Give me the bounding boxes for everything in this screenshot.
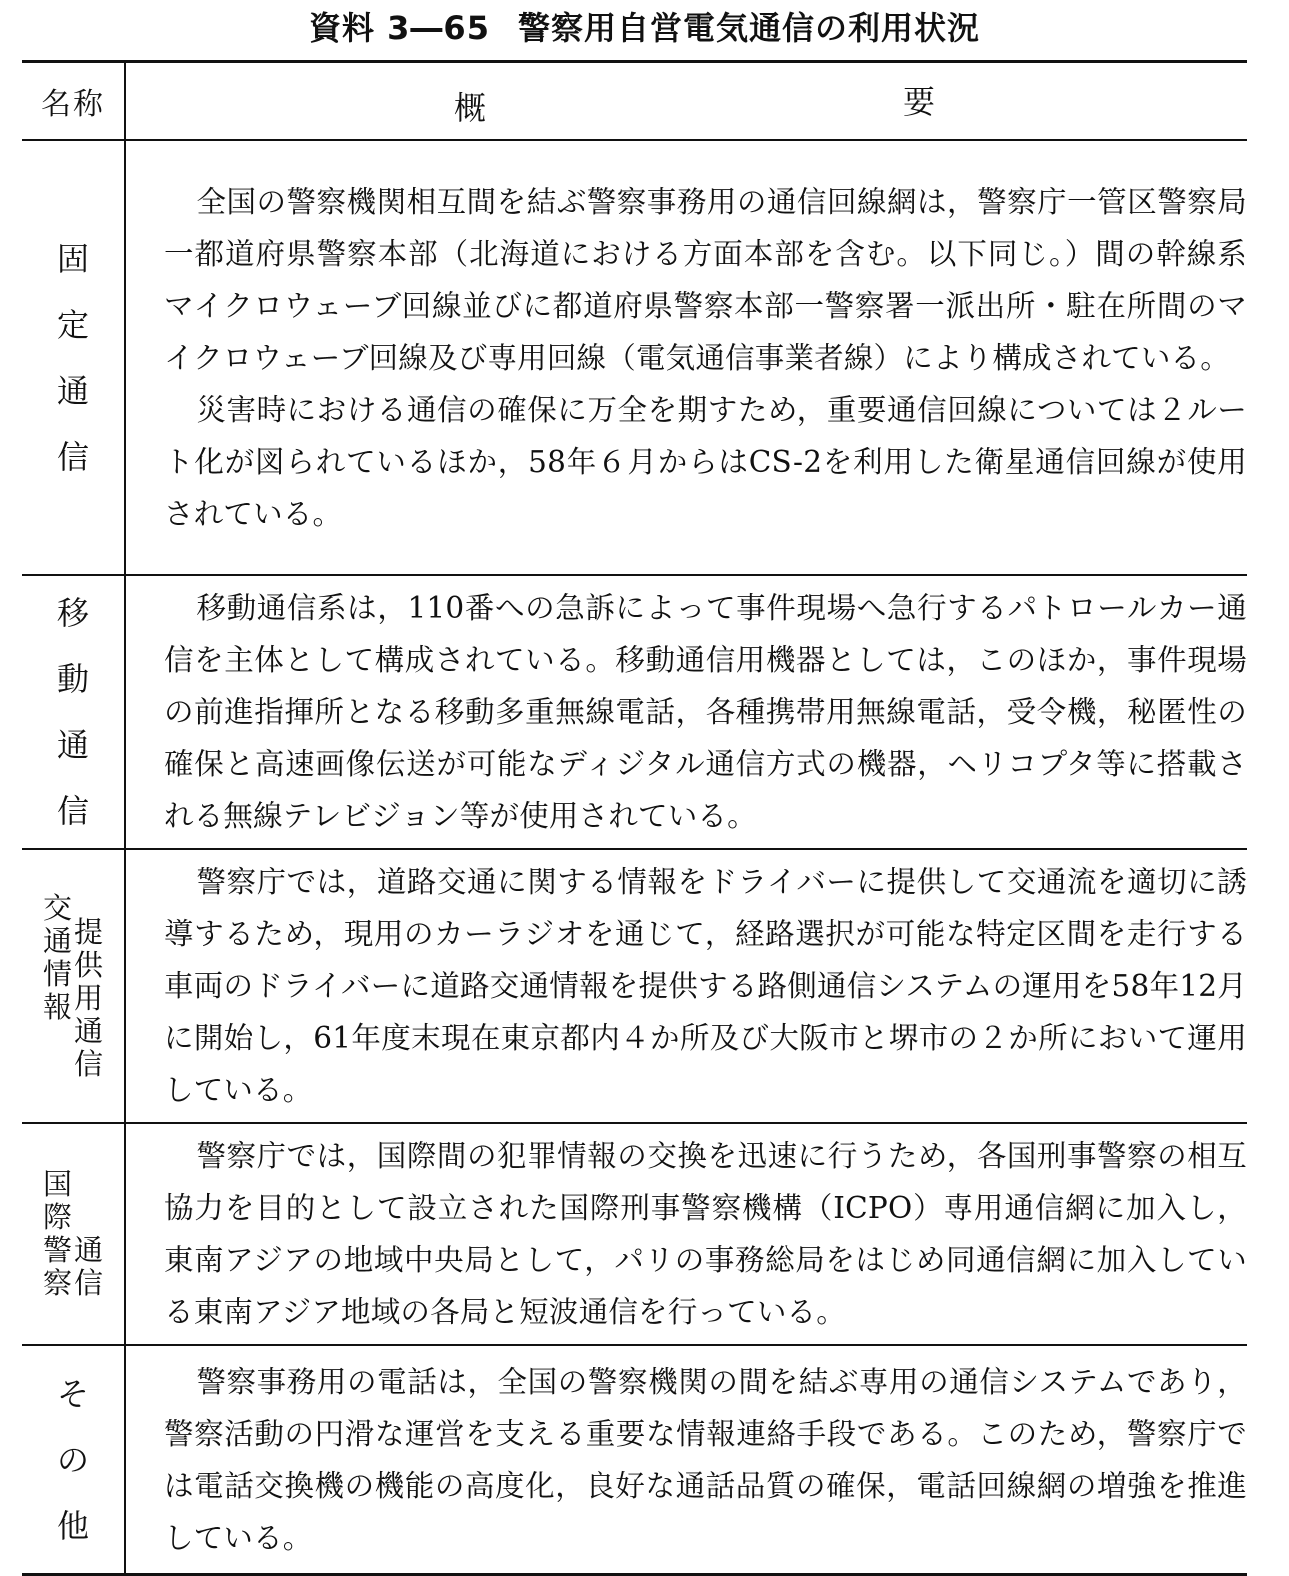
- name-char: 通: [42, 923, 72, 958]
- name-char: 他: [56, 1506, 89, 1545]
- name-char: 固: [56, 239, 89, 278]
- name-char: 察: [42, 1266, 72, 1300]
- name-char: 定: [56, 305, 89, 344]
- name-char: 情: [42, 956, 72, 991]
- name-char: 提: [74, 914, 104, 949]
- name-char: 通: [56, 726, 89, 764]
- name-char: 通: [74, 1233, 104, 1267]
- header-name: 名称: [41, 87, 105, 122]
- table-row: [22, 140, 1247, 575]
- header-desc-char-1: 概: [454, 89, 487, 127]
- name-char: 通: [56, 371, 89, 410]
- name-char: 通: [74, 1013, 104, 1048]
- name-char: 信: [56, 437, 89, 476]
- row-name-cell: [22, 849, 125, 1123]
- desc-paragraph: 移動通信系は，110番への急訴によって事件現場へ急行するパトロールカー通信を主体として構成されている。移動通信用機器としては，このほか，事件現場の前進指揮所となる移動多重無線電話，各種携帯用無線電話，受令機，秘匿性の確保と高速画像伝送が可能なディジタル通信方式の機器，ヘリコプタ等に搭載される無線テレビジョン等が使用されている。: [164, 591, 1247, 833]
- row-desc-cell: [125, 140, 1247, 575]
- name-char: 交: [42, 890, 72, 925]
- title-label: 資料 3―65: [309, 9, 490, 47]
- row-desc-cell: [125, 1123, 1247, 1345]
- desc-paragraph: 警察庁では，国際間の犯罪情報の交換を迅速に行うため，各国刑事警察の相互協力を目的として設立された国際刑事警察機構（ICPO）専用通信網に加入し，東南アジアの地域中央局として，パリの事務総局をはじめ同通信網に加入している東南アジア地域の各局と短波通信を行っている。: [164, 1139, 1247, 1329]
- name-char: の: [56, 1440, 89, 1479]
- row-name-traffic-info-comm: [22, 892, 124, 1081]
- name-char: 報: [42, 989, 72, 1024]
- title-text: 警察用自営電気通信の利用状況: [517, 9, 980, 47]
- name-char: 供: [74, 947, 104, 982]
- name-char: 際: [42, 1200, 72, 1234]
- table-row: [22, 1123, 1247, 1345]
- row-name-other: [57, 1361, 89, 1559]
- row-desc-cell: [125, 1345, 1247, 1575]
- name-char: 信: [74, 1266, 104, 1300]
- table-row: [22, 575, 1247, 849]
- table-row: [22, 1345, 1247, 1575]
- name-char: 国: [42, 1167, 72, 1201]
- desc-paragraph: 警察庁では，道路交通に関する情報をドライバーに提供して交通流を適切に誘導するため，現用のカーラジオを通じて，経路選択が可能な特定区間を走行する車両のドライバーに道路交通情報を提供する路側通信システムの運用を58年12月に開始し，61年度末現在東京都内４か所及び大阪市と堺市の２か所において運用している。: [164, 865, 1247, 1107]
- table-header-row: [22, 62, 1247, 141]
- header-desc-cell: [125, 62, 1247, 141]
- row-desc-cell: [125, 849, 1247, 1123]
- name-char: 移: [56, 594, 89, 632]
- table-row: [22, 849, 1247, 1123]
- row-desc-cell: [125, 575, 1247, 849]
- desc-paragraph: 災害時における通信の確保に万全を期すため，重要通信回線については２ルート化が図られているほか，58年６月からはCS-2を利用した衛星通信回線が使用されている。: [164, 392, 1247, 531]
- desc-paragraph: 警察事務用の電話は，全国の警察機関の間を結ぶ専用の通信システムであり，警察活動の円滑な運営を支える重要な情報連絡手段である。このため，警察庁では電話交換機の機能の高度化，良好な通話品質の確保，電話回線網の増強を推進している。: [164, 1364, 1247, 1555]
- row-name-fixed-comm: [57, 226, 89, 490]
- usage-table: [22, 60, 1247, 1576]
- row-name-intl-police-comm: [22, 1168, 124, 1300]
- row-name-cell: [22, 1123, 125, 1345]
- row-name-cell: [22, 140, 125, 575]
- name-char: 用: [74, 980, 104, 1015]
- name-char: 警: [42, 1233, 72, 1267]
- name-char: 信: [56, 792, 89, 830]
- row-name-mobile-comm: [57, 580, 89, 844]
- header-name-cell: [22, 62, 125, 141]
- name-char: 動: [56, 660, 89, 698]
- row-name-cell: [22, 1345, 125, 1575]
- row-name-cell: [22, 575, 125, 849]
- document-title: [0, 6, 1289, 50]
- header-desc-char-2: 要: [903, 83, 936, 121]
- desc-paragraph: 全国の警察機関相互間を結ぶ警察事務用の通信回線網は，警察庁一管区警察局一都道府県警察本部（北海道における方面本部を含む。以下同じ。）間の幹線系マイクロウェーブ回線並びに都道府県警察本部一警察署一派出所・駐在所間のマイクロウェーブ回線及び専用回線（電気通信事業者線）により構成されている。: [164, 184, 1247, 375]
- name-char: 信: [74, 1046, 104, 1081]
- name-char: そ: [56, 1374, 89, 1413]
